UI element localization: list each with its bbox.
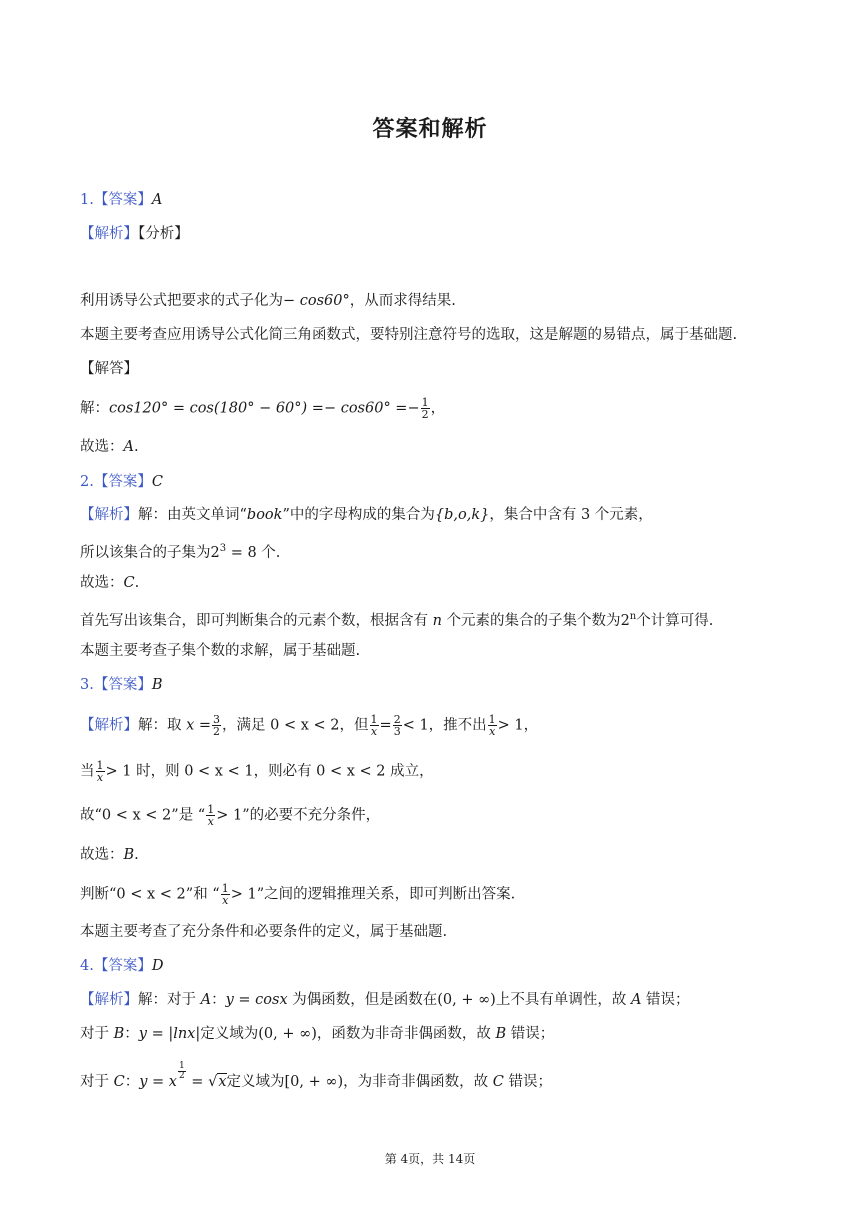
q1-select: 故选：A. — [80, 439, 139, 455]
q1-analysis-line: 【解析】【分析】 — [80, 226, 189, 242]
q1-text-2: 本题主要考查应用诱导公式化简三角函数式，要特别注意符号的选取，这是解题的易错点，属于基础题. — [80, 327, 738, 343]
fraction: $\frac{1}{x}$ — [221, 882, 229, 907]
fraction: $\frac{2}{3}$ — [393, 713, 401, 738]
fraction: $\frac{1}{x}$ — [207, 803, 215, 828]
q3-analysis-1: 【解析】解：取 x = $\frac{3}{2}$ ，满足 0 < x < 2，但 $\frac{1}{x}$ = $\frac{2}{3}$ < 1，推不出 $\frac{1}{x}$ > 1， — [80, 713, 539, 738]
fraction: $\frac{1}{x}$ — [370, 713, 378, 738]
page-title: 答案和解析 — [372, 117, 488, 142]
q4-answer-line: 4.【答案】D — [80, 958, 164, 974]
q3-text-3: 故“0 < x < 2”是 “ $\frac{1}{x}$ > 1”的必要不充分条件， — [80, 803, 381, 828]
q1-answer-line: 1.【答案】A — [80, 192, 163, 208]
q3-text-2: 当 $\frac{1}{x}$ > 1 时，则 0 < x < 1，则必有 0 < x < 2 成立， — [80, 759, 434, 784]
fraction: $\frac{3}{2}$ — [213, 713, 221, 738]
q1-jieda-tag: 【解答】 — [80, 361, 138, 377]
q3-answer-line: 3.【答案】B — [80, 677, 163, 693]
q2-text-5: 本题主要考查子集个数的求解，属于基础题. — [80, 643, 361, 659]
fraction: $\frac{1}{x}$ — [96, 759, 104, 784]
q2-answer-line: 2.【答案】C — [80, 474, 163, 490]
q3-text-5: 判断“0 < x < 2”和 “ $\frac{1}{x}$ > 1”之间的逻辑推理关系，即可判断出答案. — [80, 882, 516, 907]
q4-text-2: 对于 B：y = |lnx|定义域为(0, + ∞)，函数为非奇非偶函数，故 B 错误； — [80, 1026, 555, 1042]
q2-text-2: 所以该集合的子集为$2^3 = 8$ 个. — [80, 543, 281, 561]
q2-text-4: 首先写出该集合，即可判断集合的元素个数，根据含有 n 个元素的集合的子集个数为2$^n$个计算可得. — [80, 611, 714, 629]
q1-text-1: 利用诱导公式把要求的式子化为− cos60°，从而求得结果. — [80, 293, 456, 309]
fraction: $\frac{1}{2}$ — [421, 396, 429, 421]
q4-text-3: 对于 C：y = x $\frac{1}{2}$ = √x定义域为[0, + ∞)，为非奇非偶函数，故 C 错误； — [80, 1061, 552, 1090]
q4-analysis-1: 【解析】解：对于 A：y = cosx 为偶函数，但是函数在(0, + ∞)上不具有单调性，故 A 错误； — [80, 992, 690, 1008]
q1-solution: 解：cos120° = cos(180° − 60°) =− cos60° =− $\frac{1}{2}$ ， — [80, 396, 446, 421]
fraction: $\frac{1}{x}$ — [488, 713, 496, 738]
q3-select: 故选：B. — [80, 847, 139, 863]
q3-text-6: 本题主要考查了充分条件和必要条件的定义，属于基础题. — [80, 924, 448, 940]
q2-analysis-1: 【解析】解：由英文单词“book”中的字母构成的集合为{b,o,k}，集合中含有 3 个元素， — [80, 507, 653, 523]
exponent-fraction: $\frac{1}{2}$ — [178, 1061, 185, 1081]
q2-select: 故选：C. — [80, 575, 140, 591]
page-footer: 第 4页，共 14页 — [384, 1152, 476, 1166]
